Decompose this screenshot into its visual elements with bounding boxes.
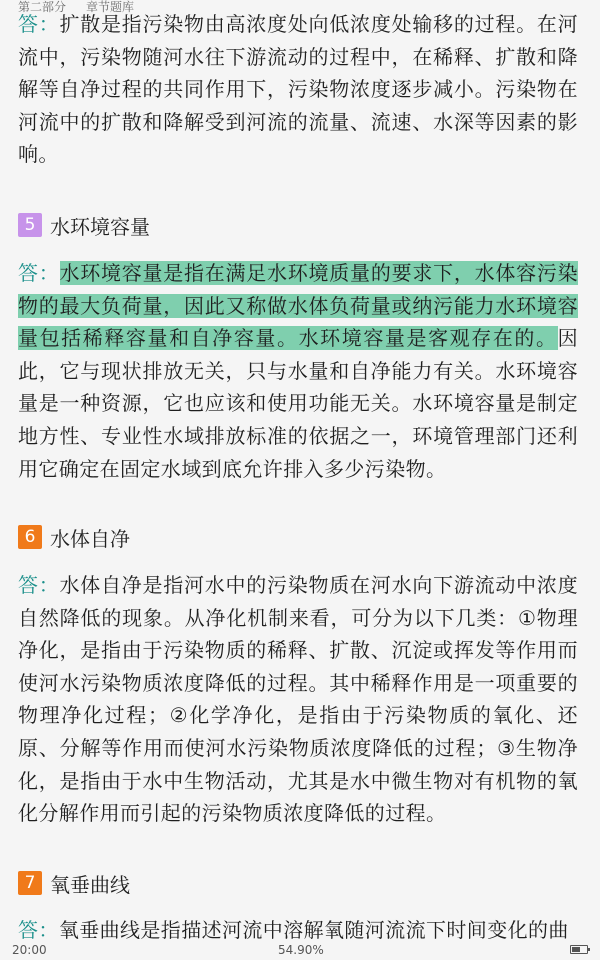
section-title: 氧垂曲线 (50, 872, 130, 897)
reading-progress: 54.90% (278, 943, 324, 957)
answer-label: 答： (18, 573, 60, 597)
answer-label: 答： (18, 12, 60, 36)
section-heading-5[interactable] (18, 212, 150, 238)
highlighted-text[interactable]: 水环境容量是指在满足水环境质量的要求下，水体容污染物的最大负荷量，因此又称做水体负荷量或纳污能力水环境容量包括稀释容量和自净容量。水环境容量是客观存在的。 (18, 261, 578, 351)
answer-text: 水体自净是指河水中的污染物质在河水向下游流动中浓度自然降低的现象。从净化机制来看，可分为以下几类：①物理净化，是指由于污染物质的稀释、扩散、沉淀或挥发等作用而使河水污染物质浓度降低的过程。其中稀释作用是一项重要的物理净化过程；②化学净化，是指由于污染物质的氧化、还原、分解等作用而使河水污染物质浓度降低的过程；③生物净化，是指由于水中生物活动，尤其是水中微生物对有机物的氧化分解作用而引起的污染物质浓度降低的过程。 (18, 573, 578, 826)
section-number-badge: 6 (18, 525, 42, 549)
header-chapter: 章节题库 (86, 0, 135, 14)
answer-text: 扩散是指污染物由高浓度处向低浓度处输移的过程。在河流中，污染物随河水往下游流动的过程中，在稀释、扩散和降解等自净过程的共同作用下，污染物浓度逐步减小。污染物在河流中的扩散和降解受到河流的流量、流速、水深等因素的影响。 (18, 12, 578, 167)
section-heading-6[interactable] (18, 524, 130, 550)
answer-paragraph-self-purification (18, 569, 578, 830)
section-title: 水环境容量 (50, 214, 150, 239)
answer-label: 答： (18, 261, 60, 285)
answer-text: 因此，它与现状排放无关，只与水量和自净能力有关。水环境容量是一种资源，它也应该和使用功能无关。水环境容量是制定地方性、专业性水域排放标准的依据之一，环境管理部门还利用它确定在固定水域到底允许排入多少污染物。 (18, 326, 578, 481)
clock-time: 20:00 (12, 943, 47, 957)
section-number-badge: 7 (18, 871, 42, 895)
battery-icon (570, 945, 588, 954)
status-footer (0, 940, 600, 960)
answer-paragraph-diffusion (18, 8, 578, 171)
section-title: 水体自净 (50, 526, 130, 551)
section-number-badge: 5 (18, 213, 42, 237)
answer-label: 答： (18, 918, 59, 942)
answer-text: 氧垂曲线是指描述河流中溶解氧随河流流下时间变化的曲 (58, 918, 569, 942)
header-part: 第二部分 (18, 0, 67, 14)
answer-paragraph-water-capacity (18, 257, 578, 485)
battery-level-fill (572, 947, 580, 952)
section-heading-7[interactable] (18, 870, 130, 896)
